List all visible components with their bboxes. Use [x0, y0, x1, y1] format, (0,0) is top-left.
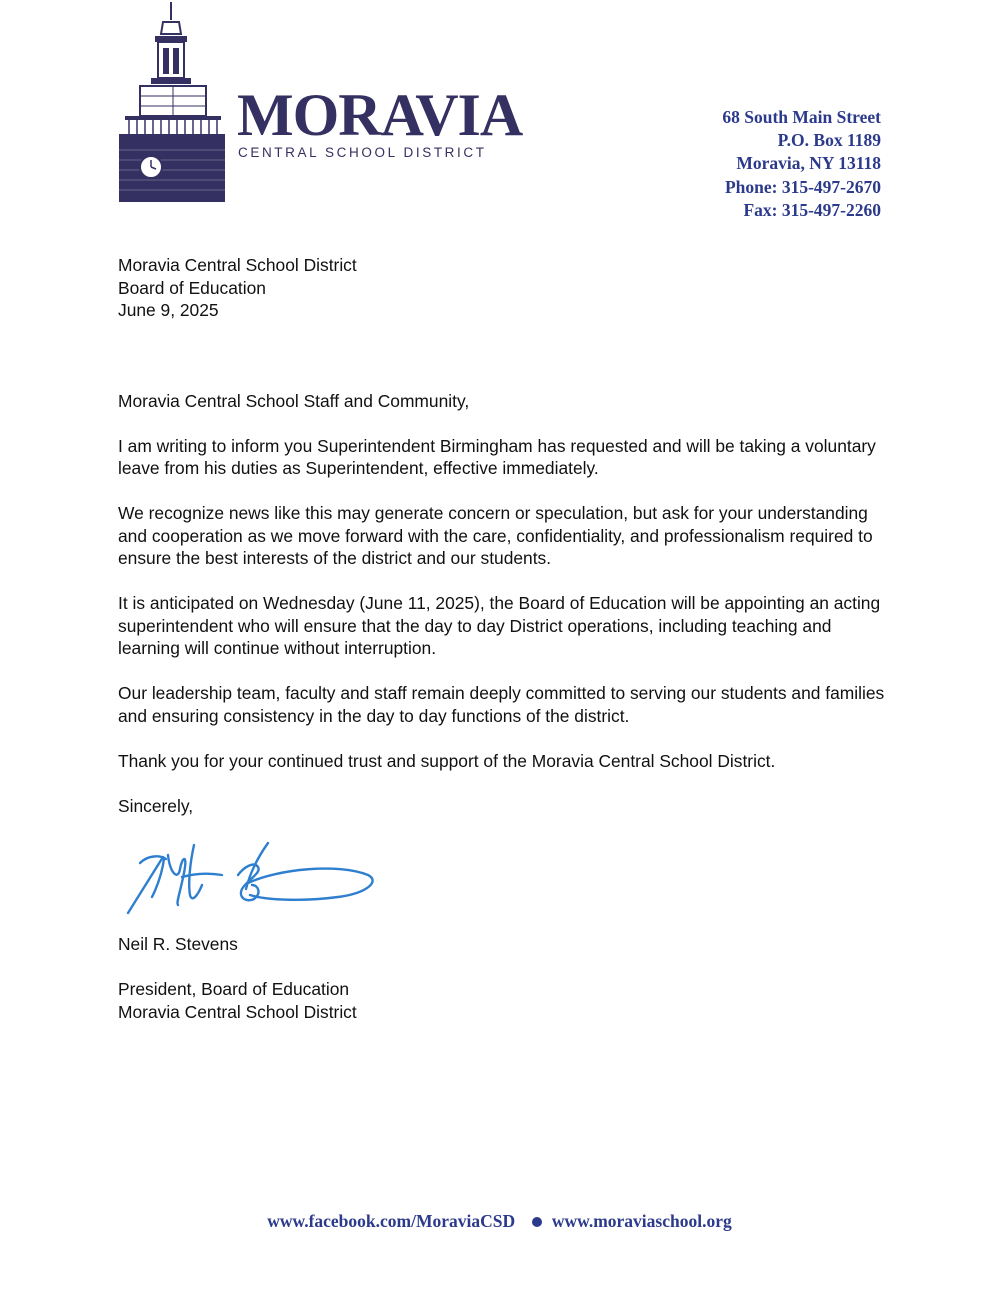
paragraph: We recognize news like this may generate concern or speculation, but ask for your understanding and cooperation as we move forward with the care, confidentiality, and professionalism required to ensure the best interests of the district and our students. [118, 503, 873, 568]
paragraph: Our leadership team, faculty and staff remain deeply committed to serving our students and families and ensuring consistency in the day to day functions of the district. [118, 683, 885, 726]
website-link[interactable]: www.moraviaschool.org [551, 1211, 732, 1231]
letter-date: June 9, 2025 [118, 300, 219, 320]
signer-title: President, Board of Education [118, 979, 350, 999]
closing: Sincerely, [118, 795, 194, 816]
address-block [722, 106, 881, 222]
paragraph: I am writing to inform you Superintendent Birmingham has requested and will be taking a voluntary leave from his duties as Superintendent, effective immediately. [118, 435, 876, 478]
address-city: Moravia, NY 13118 [736, 153, 881, 174]
clock-tower-icon [115, 0, 225, 205]
address-po-box: P.O. Box 1189 [777, 130, 881, 151]
address-street: 68 South Main Street [722, 107, 881, 127]
signer-organization: Moravia Central School District [118, 1001, 357, 1022]
address-phone: Phone: 315-497-2670 [724, 176, 881, 197]
footer [0, 1211, 999, 1232]
greeting: Moravia Central School Staff and Community, [118, 390, 470, 411]
facebook-link[interactable]: www.facebook.com/MoraviaCSD [267, 1211, 516, 1231]
paragraph: It is anticipated on Wednesday (June 11, 2025), the Board of Education will be appointing an acting superintendent who will ensure that the day to day District operations, including teaching and learning will continue without interruption. [118, 593, 881, 658]
paragraph: Thank you for your continued trust and support of the Moravia Central School District. [118, 750, 776, 771]
handwritten-signature [118, 833, 378, 923]
district-logo [115, 0, 535, 205]
letter-body [118, 254, 893, 1023]
sender-block [118, 254, 893, 322]
bullet-icon [532, 1217, 542, 1227]
sender-line: Board of Education [118, 277, 266, 298]
address-fax: Fax: 315-497-2260 [743, 199, 881, 220]
logo-wordmark: MORAVIA [237, 82, 523, 148]
signer-name: Neil R. Stevens [118, 934, 238, 954]
sender-line: Moravia Central School District [118, 255, 357, 275]
logo-subtitle: CENTRAL SCHOOL DISTRICT [238, 145, 487, 160]
